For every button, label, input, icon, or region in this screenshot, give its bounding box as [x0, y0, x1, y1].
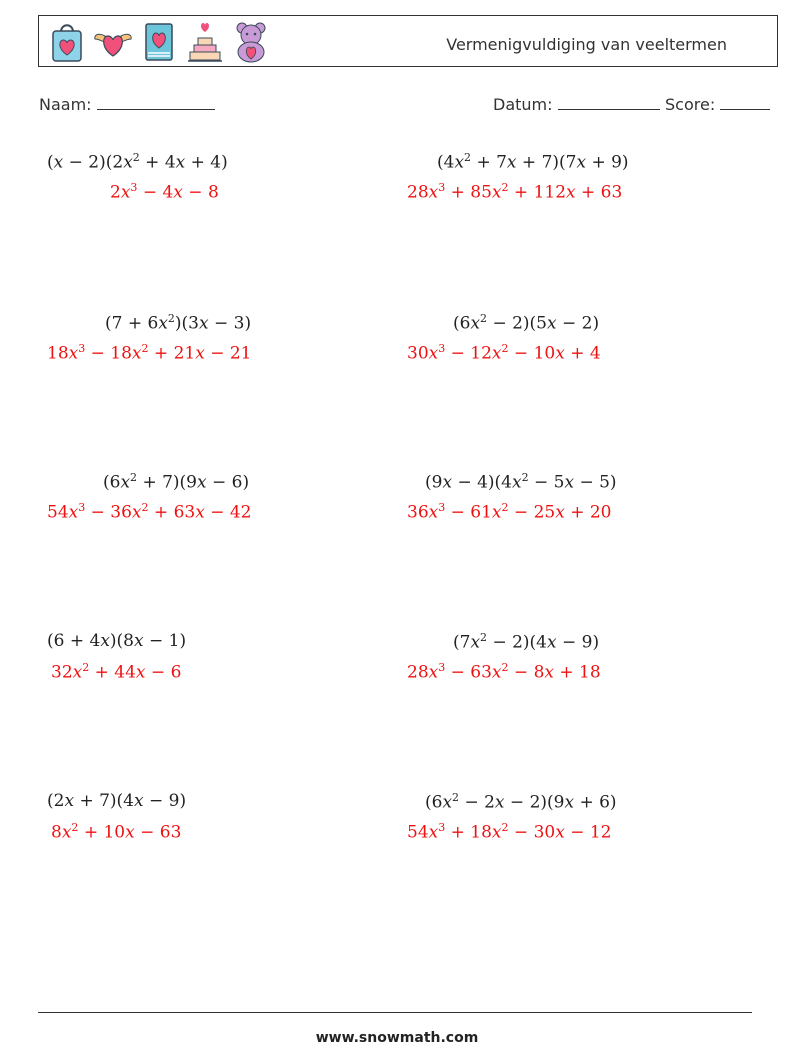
- problem-5-question: $(6x^2 + 7)(9x - 6)$: [103, 471, 250, 493]
- worksheet-title: Vermenigvuldiging van veeltermen: [446, 35, 727, 54]
- footer-url[interactable]: www.snowmath.com: [315, 1030, 479, 1046]
- cake-icon: [185, 20, 225, 64]
- problem-6-answer: $36x^3 - 61x^2 - 25x + 20$: [407, 501, 612, 523]
- problem-6-question: $(9x - 4)(4x^2 - 5x - 5)$: [425, 471, 617, 493]
- date-blank: [558, 93, 660, 110]
- problem-5-answer: $54x^3 - 36x^2 + 63x - 42$: [47, 501, 252, 523]
- problem-9-question: (2x + 7)(4x − 9): [47, 791, 187, 811]
- problem-4-answer: $30x^3 - 12x^2 - 10x + 4$: [407, 342, 601, 364]
- problem-2-answer: $28x^3 + 85x^2 + 112x + 63$: [407, 181, 623, 203]
- worksheet-header: [38, 15, 778, 67]
- problem-7-question: (6 + 4x)(8x − 1): [47, 631, 187, 651]
- problem-7-answer: $32x^2 + 44x - 6$: [51, 661, 182, 683]
- problem-3-answer: $18x^3 - 18x^2 + 21x - 21$: [47, 342, 252, 364]
- footer-divider: [38, 1012, 752, 1013]
- problem-1-question: $(x - 2)(2x^2 + 4x + 4)$: [47, 151, 228, 173]
- winged-heart-icon: [93, 20, 133, 64]
- problem-8-answer: $28x^3 - 63x^2 - 8x + 18$: [407, 661, 601, 683]
- problem-9-answer: $8x^2 + 10x - 63$: [51, 821, 182, 843]
- problem-3-question: $(7 + 6x^2)(3x - 3)$: [105, 312, 252, 334]
- name-label: Naam:: [39, 95, 92, 114]
- problem-10-answer: $54x^3 + 18x^2 - 30x - 12$: [407, 821, 612, 843]
- problem-1-answer: $2x^3 - 4x - 8$: [110, 181, 219, 203]
- teddy-bear-icon: [231, 20, 271, 64]
- date-label: Datum:: [493, 95, 553, 114]
- card-heart-icon: [139, 20, 179, 64]
- shopping-bag-heart-icon: [47, 20, 87, 64]
- date-field: [493, 93, 660, 114]
- problem-10-question: $(6x^2 - 2x - 2)(9x + 6)$: [425, 791, 617, 813]
- problem-4-question: $(6x^2 - 2)(5x - 2)$: [453, 312, 600, 334]
- name-field: [39, 93, 215, 114]
- icon-row: [47, 20, 271, 64]
- problem-8-question: $(7x^2 - 2)(4x - 9)$: [453, 631, 600, 653]
- name-blank: [97, 93, 215, 110]
- score-blank: [720, 93, 770, 110]
- score-field: [665, 93, 770, 114]
- problem-2-question: $(4x^2 + 7x + 7)(7x + 9)$: [437, 151, 629, 173]
- score-label: Score:: [665, 95, 716, 114]
